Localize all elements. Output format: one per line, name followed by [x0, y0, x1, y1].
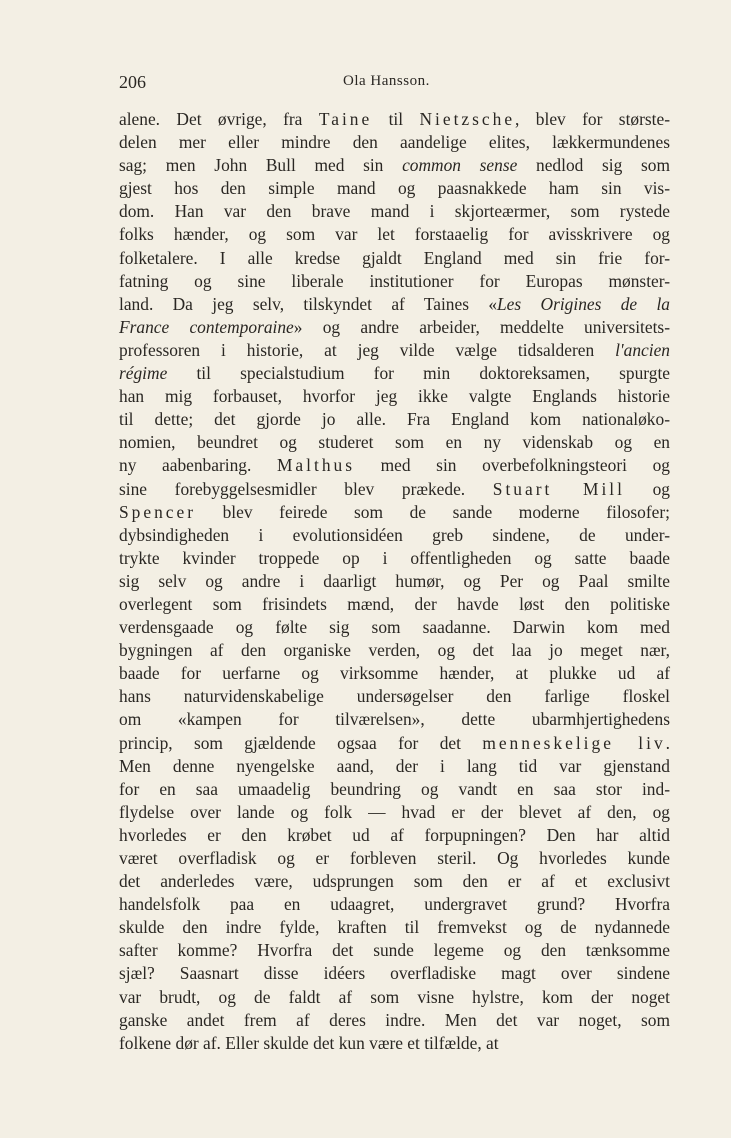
text-segment: . [665, 732, 670, 753]
text-line [119, 685, 670, 708]
text-segment: overlegent som frisindets mænd, der havde løst den politiske [119, 593, 670, 614]
text-segment: folks hænder, og som var let forstaaelig for avisskrivere og [119, 224, 670, 245]
text-segment: handelsfolk paa en udaagret, undergravet grund? Hvorfra [119, 894, 670, 915]
text-segment: skulde den indre fylde, kraften til fremvekst og de nydannede [119, 917, 670, 938]
text-segment: dybsindigheden i evolutionsidéen greb sindene, de under- [119, 524, 670, 545]
text-line [119, 431, 670, 454]
text-line [119, 986, 670, 1009]
text-segment: ny aabenbaring. [119, 455, 277, 476]
text-line [119, 870, 670, 893]
spaced-name: Nietzsche [419, 109, 516, 129]
text-segment: nedlod sig som [517, 155, 670, 176]
text-segment: til dette; det gjorde jo alle. Fra England kom nationaløko- [119, 409, 670, 430]
text-line [119, 962, 670, 985]
text-line [119, 408, 670, 431]
text-line [119, 847, 670, 870]
text-line [119, 454, 670, 477]
text-line [119, 639, 670, 662]
text-segment: ganske andet frem af deres indre. Men det var noget, som [119, 1009, 670, 1030]
italic-text: régime [119, 363, 168, 384]
text-line [119, 708, 670, 731]
text-line [119, 616, 670, 639]
text-segment: flydelse over lande og folk — hvad er der blevet af den, og [119, 801, 670, 822]
italic-text: l'ancien [615, 339, 670, 360]
text-line [119, 339, 670, 362]
text-segment: delen mer eller mindre den aandelige elites, lækkermundenes [119, 132, 670, 153]
text-line [119, 755, 670, 778]
text-line [119, 778, 670, 801]
text-line [119, 177, 670, 200]
spaced-name: Malthus [276, 455, 355, 476]
text-segment: til [372, 109, 420, 129]
text-line [119, 824, 670, 847]
text-segment: trykte kvinder troppede op i offentligheden og satte baade [119, 547, 670, 568]
text-line [119, 893, 670, 916]
text-segment: gjest hos den simple mand og paasnakkede ham sin vis- [119, 178, 670, 199]
text-segment: om «kampen for tilværelsen», dette ubarmhjertighedens [119, 709, 670, 730]
text-line [119, 154, 670, 177]
text-segment: sig selv og andre i daarligt humør, og Per og Paal smilte [119, 570, 670, 591]
spaced-name: Stuart Mill [492, 478, 625, 499]
text-line [119, 223, 670, 246]
text-line [119, 1009, 670, 1032]
text-line [119, 131, 670, 154]
text-segment: » og andre arbeider, meddelte universitets- [293, 316, 670, 337]
page-header [119, 72, 670, 96]
text-line [119, 662, 670, 685]
text-line [119, 501, 670, 524]
spaced-name: Taine [318, 109, 373, 129]
text-line [119, 801, 670, 824]
text-segment: , blev for største- [515, 109, 670, 129]
text-line [119, 270, 670, 293]
text-segment: med sin overbefolkningsteori og [354, 455, 670, 476]
text-line [119, 570, 670, 593]
text-segment: sag; men John Bull med sin [119, 155, 403, 176]
text-line [119, 593, 670, 616]
text-line [119, 247, 670, 270]
page-number: 206 [119, 72, 146, 92]
spaced-name: menneskelige liv [482, 732, 666, 753]
text-segment: verdensgaade og følte sig som saadanne. Darwin kom med [119, 617, 670, 638]
text-segment: folkene dør af. Eller skulde det kun være et tilfælde, at [119, 1032, 499, 1053]
text-segment: sjæl? Saasnart disse idéers overfladiske magt over sindene [119, 963, 670, 984]
text-line [119, 108, 670, 131]
text-line [119, 524, 670, 547]
italic-text: France contemporaine [119, 316, 294, 337]
text-segment: været overfladisk og er forbleven steril. Og hvorledes kunde [119, 848, 670, 868]
text-segment: land. Da jeg selv, tilskyndet af Taines « [119, 293, 498, 314]
text-segment: alene. Det øvrige, fra [119, 109, 319, 129]
text-segment: fatning og sine liberale institutioner for Europas mønster- [119, 270, 670, 291]
text-segment: princip, som gjældende ogsaa for det [119, 732, 483, 753]
text-segment: nomien, beundret og studeret som en ny videnskab og en [119, 432, 670, 453]
italic-text: common sense [402, 155, 518, 176]
text-line [119, 316, 670, 339]
text-line [119, 200, 670, 223]
running-title: Ola Hansson. [343, 73, 430, 89]
text-segment: og [624, 478, 670, 499]
text-segment: Men denne nyengelske aand, der i lang tid var gjenstand [119, 755, 670, 776]
text-line [119, 939, 670, 962]
text-segment: for en saa umaadelig beundring og vandt en saa stor ind- [119, 778, 670, 799]
italic-text: Les Origines de la [497, 293, 670, 314]
text-segment: dom. Han var den brave mand i skjorteærmer, som rystede [119, 201, 670, 222]
text-segment: var brudt, og de faldt af som visne hylstre, kom der noget [119, 986, 670, 1007]
text-line [119, 732, 670, 755]
text-line [119, 478, 670, 501]
text-segment: til specialstudium for min doktoreksamen, spurgte [167, 363, 670, 384]
text-segment: sine forebyggelsesmidler blev prækede. [119, 478, 493, 499]
text-line [119, 385, 670, 408]
text-segment: folketalere. I alle kredse gjaldt England med sin frie for- [119, 247, 670, 268]
text-line [119, 916, 670, 939]
text-segment: hans naturvidenskabelige undersøgelser den farlige floskel [119, 686, 670, 707]
text-line [119, 362, 670, 385]
spaced-name: Spencer [119, 501, 197, 522]
text-segment: det anderledes være, udsprungen som den er af et exclusivt [119, 871, 670, 892]
text-segment: safter komme? Hvorfra det sunde legeme og den tænksomme [119, 940, 670, 961]
text-segment: bygningen af den organiske verden, og det laa jo meget nær, [119, 640, 670, 661]
text-line [119, 1032, 670, 1055]
text-segment: blev feirede som de sande moderne filosofer; [196, 501, 670, 522]
text-segment: hvorledes er den krøbet ud af forpupningen? Den har altid [119, 824, 670, 845]
text-segment: han mig forbauset, hvorfor jeg ikke valgte Englands historie [119, 386, 670, 407]
text-line [119, 293, 670, 316]
text-line [119, 547, 670, 570]
body-text [119, 108, 670, 1055]
text-segment: baade for uerfarne og virksomme hænder, at plukke ud af [119, 663, 670, 684]
text-segment: professoren i historie, at jeg vilde vælge tidsalderen [119, 339, 616, 360]
